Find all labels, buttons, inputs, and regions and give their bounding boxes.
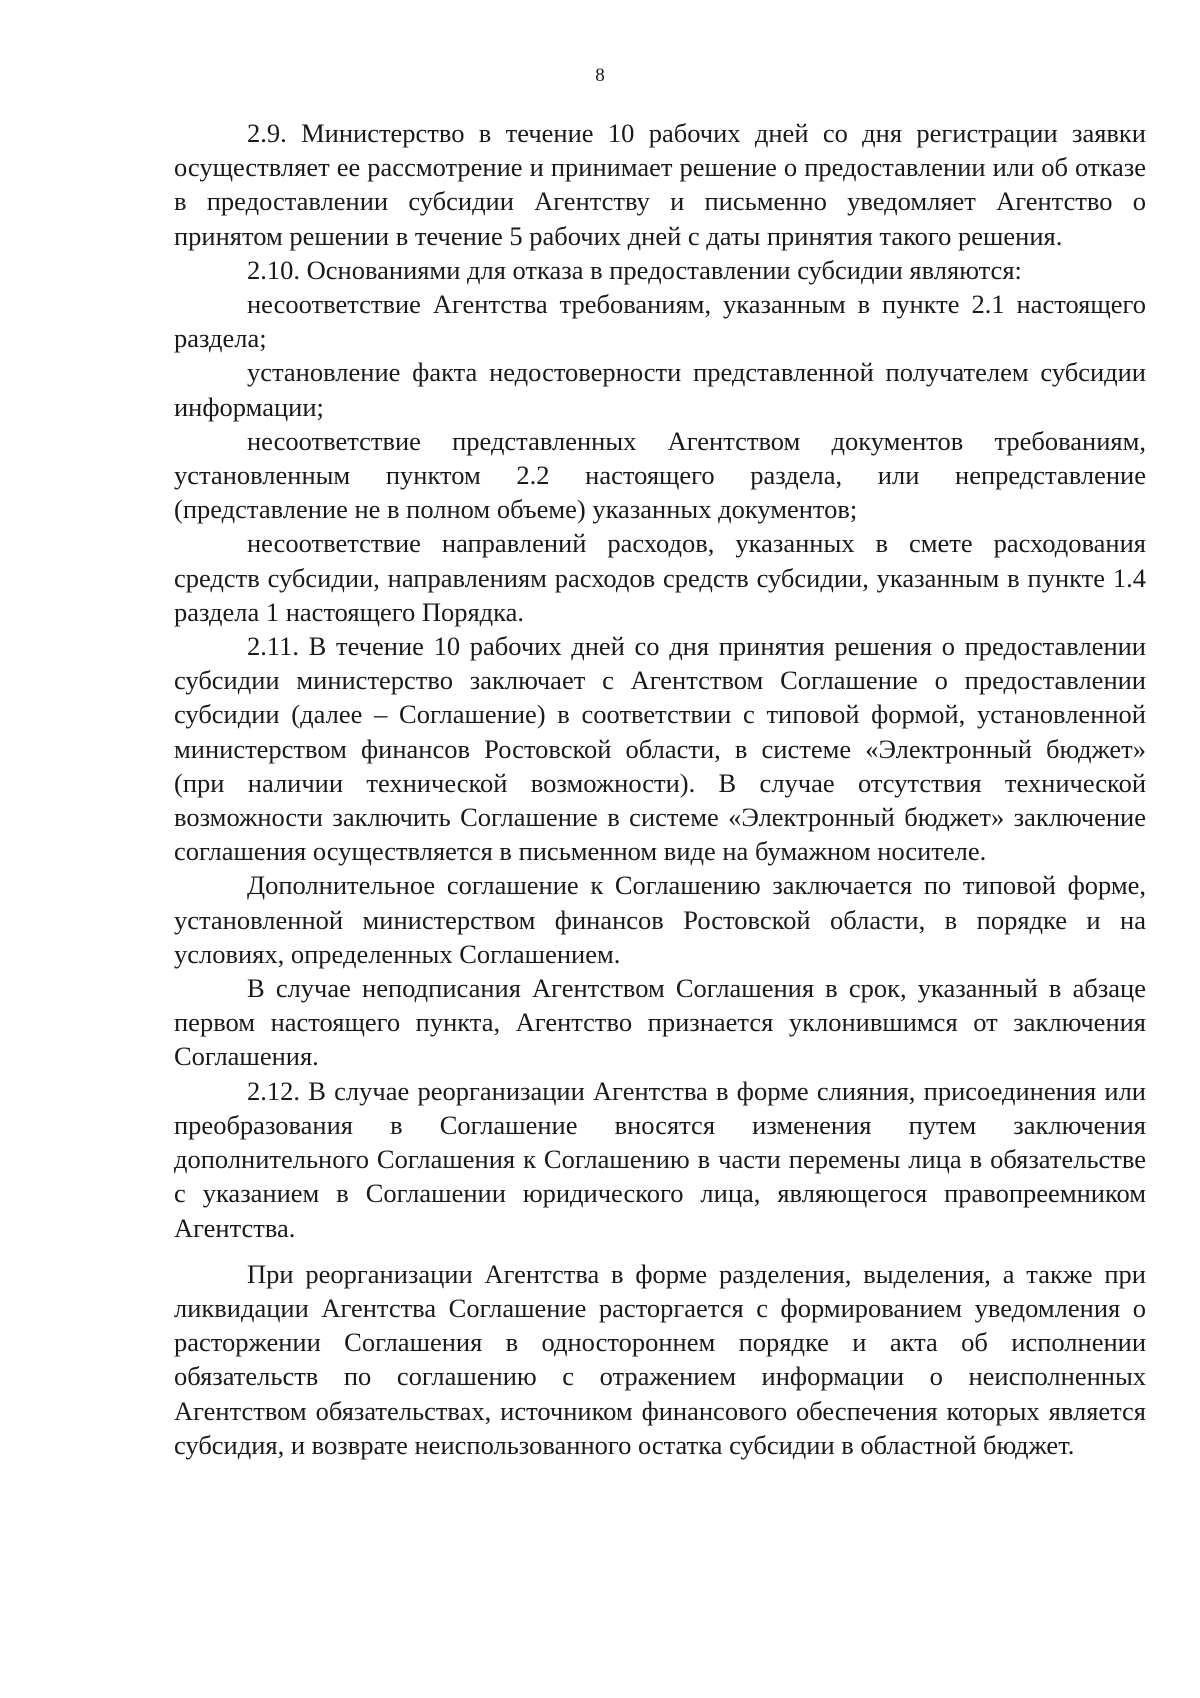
paragraph-additional-agreement: Дополнительное соглашение к Соглашению заключается по типовой форме, установленной министерством финансов Ростовской области, в порядке и на условиях, определенных Соглашением. <box>174 870 1146 969</box>
paragraph-2-11: 2.11. В течение 10 рабочих дней со дня принятия решения о предоставлении субсидии министерство заключает с Агентством Соглашение о предоставлении субсидии (далее – Соглашение) в соответствии с типовой формой, установленной министерством финансов Ростовской области, в системе «Электронный бюджет» (при наличии технической возможности). В случае отсутствия технической возможности заключить Соглашение в системе «Электронный бюджет» заключение соглашения осуществляется в письменном виде на бумажном носителе. <box>174 631 1146 867</box>
paragraph-2-10: 2.10. Основаниями для отказа в предоставлении субсидии являются: <box>247 254 1022 285</box>
paragraph-reorganization-termination: При реорганизации Агентства в форме разделения, выделения, а также при ликвидации Агентства Соглашение расторгается с формированием уведомления о расторжении Соглашения в одностороннем порядке и акта об исполнении обязательств по соглашению с отражением информации о неисполненных Агентством обязательствах, источником финансового обеспечения которых является субсидия, и возврате неиспользованного остатка субсидии в областной бюджет. <box>174 1258 1146 1460</box>
document-body <box>174 116 1146 1462</box>
paragraph-refusal-ground-4: несоответствие направлений расходов, указанных в смете расходования средств субсидии, направлениям расходов средств субсидии, указанным в пункте 1.4 раздела 1 настоящего Порядка. <box>174 528 1146 627</box>
paragraph-refusal-ground-1: несоответствие Агентства требованиям, указанным в пункте 2.1 настоящего раздела; <box>174 289 1146 354</box>
paragraph-non-signing: В случае неподписания Агентством Соглашения в срок, указанный в абзаце первом настоящего пункта, Агентство признается уклонившимся от заключения Соглашения. <box>174 973 1146 1072</box>
paragraph-refusal-ground-2: установление факта недостоверности представленной получателем субсидии информации; <box>174 357 1146 422</box>
paragraph-2-12: 2.12. В случае реорганизации Агентства в форме слияния, присоединения или преобразования в Соглашение вносятся изменения путем заключения дополнительного Соглашения к Соглашению в части перемены лица в обязательстве с указанием в Соглашении юридического лица, являющегося правопреемником Агентства. <box>174 1075 1146 1243</box>
paragraph-2-9: 2.9. Министерство в течение 10 рабочих дней со дня регистрации заявки осуществляет ее рассмотрение и принимает решение о предоставлении или об отказе в предоставлении субсидии Агентству и письменно уведомляет Агентство о принятом решении в течение 5 рабочих дней с даты принятия такого решения. <box>174 118 1146 251</box>
paragraph-refusal-ground-3: несоответствие представленных Агентством документов требованиям, установленным пунктом 2.2 настоящего раздела, или непредставление (представление не в полном объеме) указанных документов; <box>174 425 1146 525</box>
page-number: 8 <box>595 65 605 86</box>
